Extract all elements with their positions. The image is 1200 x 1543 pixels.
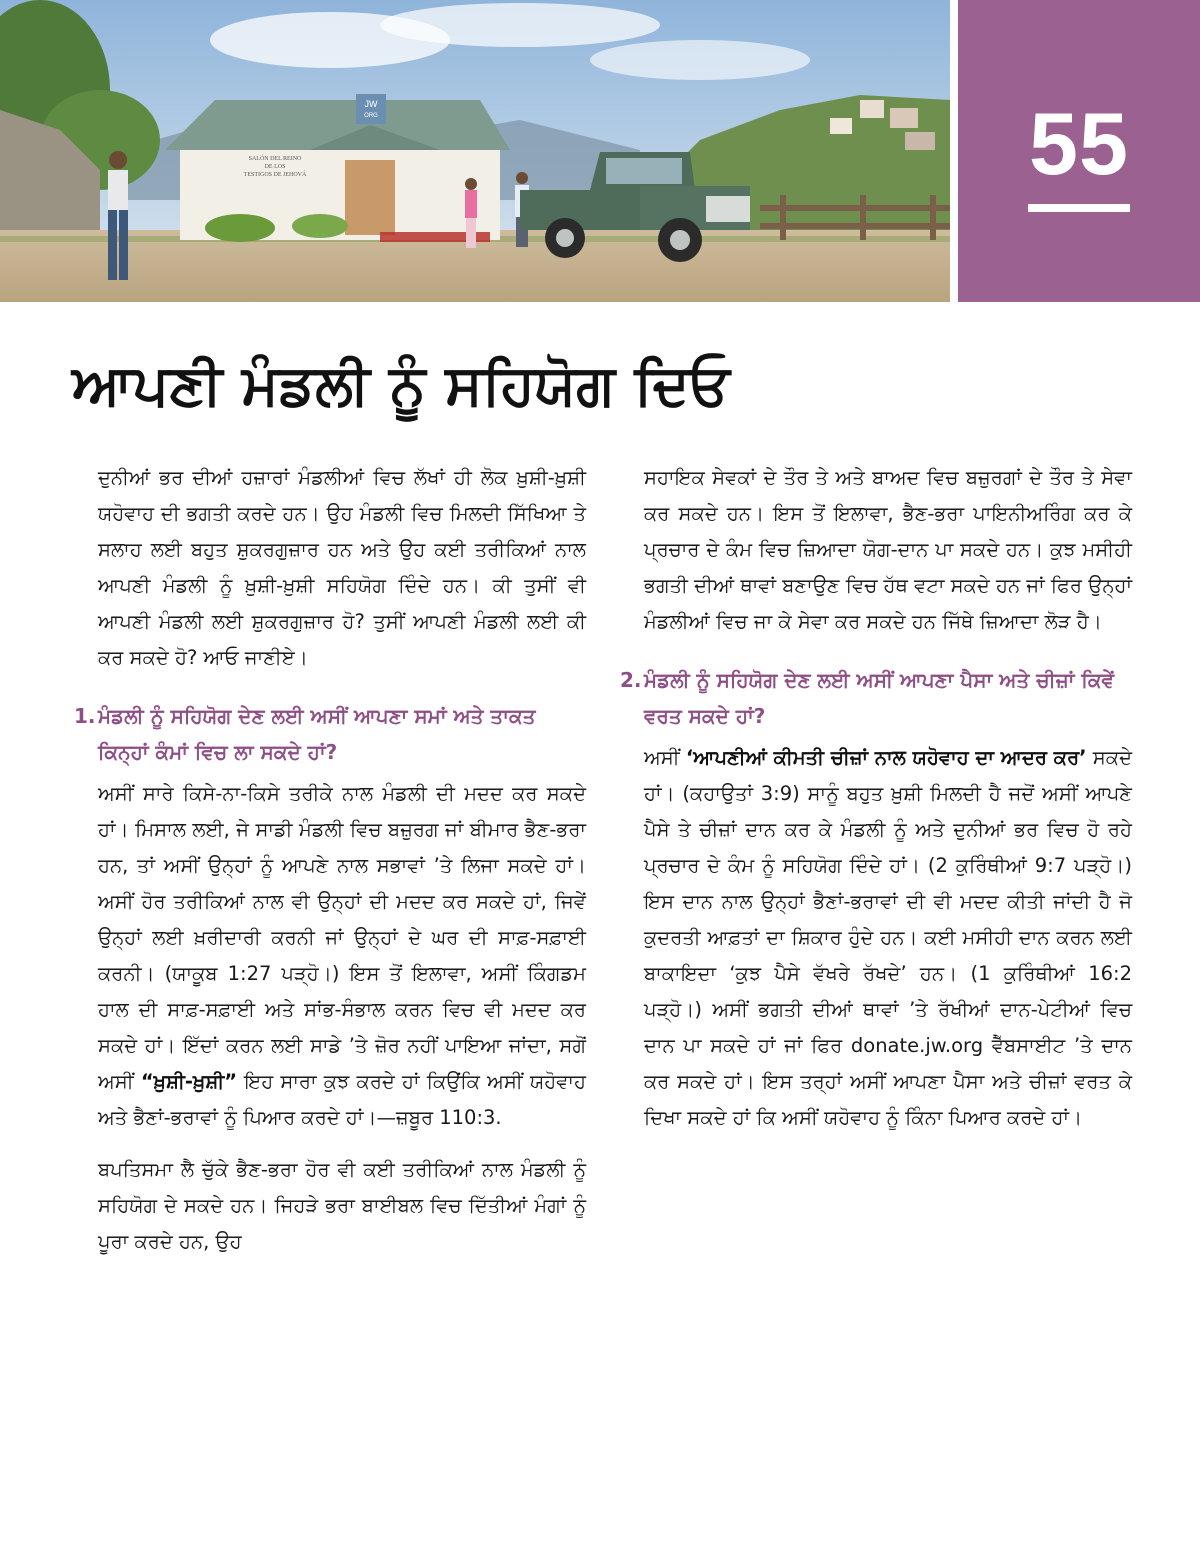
section-2-text-rest: ਸਕਦੇ ਹਾਂ। (ਕਹਾਉਤਾਂ 3:9) ਸਾਨੂੰ ਬਹੁਤ ਖ਼ੁਸ਼ੀ ਮਿਲਦੀ ਹੈ ਜਦੋਂ ਅਸੀਂ ਆਪਣੇ ਪੈਸੇ ਤੇ ਚੀਜ਼ਾਂ ਦਾਨ ਕਰ ਕੇ ਮੰਡਲੀ ਨੂੰ ਅਤੇ ਦੁਨੀਆਂ ਭਰ ਵਿਚ ਹੋ ਰਹੇ ਪ੍ਰਚਾਰ ਦੇ ਕੰਮ ਨੂੰ ਸਹਿਯੋਗ ਦਿੰਦੇ ਹਾਂ। (2 ਕੁਰਿੰਥੀਆਂ 9:7 ਪੜ੍ਹੋ।) ਇਸ ਦਾਨ ਨਾਲ ਉਨ੍ਹਾਂ ਭੈਣਾਂ-ਭਰਾਵਾਂ ਦੀ ਵੀ ਮਦਦ ਕੀਤੀ ਜਾਂਦੀ ਹੈ ਜੋ ਕੁਦਰਤੀ ਆਫ਼ਤਾਂ ਦਾ ਸ਼ਿਕਾਰ ਹੁੰਦੇ ਹਨ। ਕਈ ਮਸੀਹੀ ਦਾਨ ਕਰਨ ਲਈ ਬਾਕਾਇਦਾ ‘ਕੁਝ ਪੈਸੇ ਵੱਖਰੇ ਰੱਖਦੇ’ ਹਨ। (1 ਕੁਰਿੰਥੀਆਂ 16:2 ਪੜ੍ਹੋ।) ਅਸੀਂ ਭਗਤੀ ਦੀਆਂ ਥਾਵਾਂ ’ਤੇ ਰੱਖੀਆਂ ਦਾਨ-ਪੇਟੀਆਂ ਵਿਚ ਦਾਨ ਪਾ ਸਕਦੇ ਹਾਂ ਜਾਂ ਫਿਰ donate.jw.org ਵੈੱਬਸਾਈਟ ’ਤੇ ਦਾਨ ਕਰ ਸਕਦੇ ਹਾਂ। ਇਸ ਤਰ੍ਹਾਂ ਅਸੀਂ ਆਪਣਾ ਪੈਸਾ ਅਤੇ ਚੀਜ਼ਾਂ ਵਰਤ ਕੇ ਦਿਖਾ ਸਕਦੇ ਹਾਂ ਕਿ ਅਸੀਂ ਯਹੋਵਾਹ ਨੂੰ ਕਿੰਨਾ ਪਿਆਰ ਕਰਦੇ ਹਾਂ।	[644, 746, 1132, 1129]
page-title: ਆਪਣੀ ਮੰਡਲੀ ਨੂੰ ਸਹਿਯੋਗ ਦਿਓ	[72, 353, 730, 418]
section-2-paragraph	[644, 740, 1132, 1136]
lesson-number-box	[958, 0, 1200, 302]
entrance-door	[345, 160, 395, 235]
question-1-text: ਮੰਡਲੀ ਨੂੰ ਸਹਿਯੋਗ ਦੇਣ ਲਈ ਅਸੀਂ ਆਪਣਾ ਸਮਾਂ ਅਤੇ ਤਾਕਤ ਕਿਨ੍ਹਾਂ ਕੰਮਾਂ ਵਿਚ ਲਾ ਸਕਦੇ ਹਾਂ?	[98, 704, 536, 764]
question-1-number: 1.	[74, 704, 96, 728]
section-1-text-b: ਇਹ ਸਾਰਾ ਕੁਝ ਕਰਦੇ ਹਾਂ ਕਿਉਂਕਿ ਅਸੀਂ ਯਹੋਵਾਹ ਅਤੇ ਭੈਣਾਂ-ਭਰਾਵਾਂ ਨੂੰ ਪਿਆਰ ਕਰਦੇ ਹਾਂ।—ਜ਼ਬੂਰ 110:3.	[98, 1070, 586, 1129]
left-column	[74, 460, 586, 1276]
lesson-number-underline	[1028, 204, 1130, 212]
jw-sign-text-2: ORG	[364, 113, 378, 119]
continuation-paragraph: ਸਹਾਇਕ ਸੇਵਕਾਂ ਦੇ ਤੌਰ ਤੇ ਅਤੇ ਬਾਅਦ ਵਿਚ ਬਜ਼ੁਰਗਾਂ ਦੇ ਤੌਰ ਤੇ ਸੇਵਾ ਕਰ ਸਕਦੇ ਹਨ। ਇਸ ਤੋਂ ਇਲਾਵਾ, ਭੈਣ-ਭਰਾ ਪਾਇਨੀਅਰਿੰਗ ਕਰ ਕੇ ਪ੍ਰਚਾਰ ਦੇ ਕੰਮ ਵਿਚ ਜ਼ਿਆਦਾ ਯੋਗ-ਦਾਨ ਪਾ ਸਕਦੇ ਹਨ। ਕੁਝ ਮਸੀਹੀ ਭਗਤੀ ਦੀਆਂ ਥਾਵਾਂ ਬਣਾਉਣ ਵਿਚ ਹੱਥ ਵਟਾ ਸਕਦੇ ਹਨ ਜਾਂ ਫਿਰ ਉਨ੍ਹਾਂ ਮੰਡਲੀਆਂ ਵਿਚ ਜਾ ਕੇ ਸੇਵਾ ਕਰ ਸਕਦੇ ਹਨ ਜਿੱਥੇ ਜ਼ਿਆਦਾ ਲੋੜ ਹੈ।	[644, 466, 1132, 633]
section-2-text-start: ਅਸੀਂ	[644, 746, 686, 769]
question-1	[74, 698, 586, 770]
jw-sign-text-1: JW	[364, 99, 378, 109]
section-1-emphasis: “ਖ਼ੁਸ਼ੀ-ਖ਼ੁਸ਼ੀ”	[140, 1070, 238, 1093]
question-2-text: ਮੰਡਲੀ ਨੂੰ ਸਹਿਯੋਗ ਦੇਣ ਲਈ ਅਸੀਂ ਆਪਣਾ ਪੈਸਾ ਅਤੇ ਚੀਜ਼ਾਂ ਕਿਵੇਂ ਵਰਤ ਸਕਦੇ ਹਾਂ?	[644, 668, 1114, 728]
kingdom-hall-illustration	[0, 0, 950, 302]
right-column	[620, 460, 1132, 1152]
section-1-text-a: ਅਸੀਂ ਸਾਰੇ ਕਿਸੇ-ਨਾ-ਕਿਸੇ ਤਰੀਕੇ ਨਾਲ ਮੰਡਲੀ ਦੀ ਮਦਦ ਕਰ ਸਕਦੇ ਹਾਂ। ਮਿਸਾਲ ਲਈ, ਜੇ ਸਾਡੀ ਮੰਡਲੀ ਵਿਚ ਬਜ਼ੁਰਗ ਜਾਂ ਬੀਮਾਰ ਭੈਣ-ਭਰਾ ਹਨ, ਤਾਂ ਅਸੀਂ ਉਨ੍ਹਾਂ ਨੂੰ ਆਪਣੇ ਨਾਲ ਸਭਾਵਾਂ ’ਤੇ ਲਿਜਾ ਸਕਦੇ ਹਾਂ। ਅਸੀਂ ਹੋਰ ਤਰੀਕਿਆਂ ਨਾਲ ਵੀ ਉਨ੍ਹਾਂ ਦੀ ਮਦਦ ਕਰ ਸਕਦੇ ਹਾਂ, ਜਿਵੇਂ ਉਨ੍ਹਾਂ ਲਈ ਖ਼ਰੀਦਾਰੀ ਕਰਨੀ ਜਾਂ ਉਨ੍ਹਾਂ ਦੇ ਘਰ ਦੀ ਸਾਫ਼-ਸਫ਼ਾਈ ਕਰਨੀ। (ਯਾਕੂਬ 1:27 ਪੜ੍ਹੋ।) ਇਸ ਤੋਂ ਇਲਾਵਾ, ਅਸੀਂ ਕਿੰਗਡਮ ਹਾਲ ਦੀ ਸਾਫ਼-ਸਫ਼ਾਈ ਅਤੇ ਸਾਂਭ-ਸੰਭਾਲ ਕਰਨ ਵਿਚ ਵੀ ਮਦਦ ਕਰ ਸਕਦੇ ਹਾਂ। ਇੱਦਾਂ ਕਰਨ ਲਈ ਸਾਡੇ ’ਤੇ ਜ਼ੋਰ ਨਹੀਂ ਪਾਇਆ ਜਾਂਦਾ, ਸਗੋਂ ਅਸੀਂ	[98, 782, 586, 1093]
building-caption: SALÓN DEL REINO	[248, 156, 302, 162]
svg-text:TESTIGOS DE JEHOVÁ: TESTIGOS DE JEHOVÁ	[243, 172, 307, 178]
intro-paragraph: ਦੁਨੀਆਂ ਭਰ ਦੀਆਂ ਹਜ਼ਾਰਾਂ ਮੰਡਲੀਆਂ ਵਿਚ ਲੱਖਾਂ ਹੀ ਲੋਕ ਖ਼ੁਸ਼ੀ-ਖ਼ੁਸ਼ੀ ਯਹੋਵਾਹ ਦੀ ਭਗਤੀ ਕਰਦੇ ਹਨ। ਉਹ ਮੰਡਲੀ ਵਿਚ ਮਿਲਦੀ ਸਿੱਖਿਆ ਤੇ ਸਲਾਹ ਲਈ ਬਹੁਤ ਸ਼ੁਕਰਗੁਜ਼ਾਰ ਹਨ ਅਤੇ ਉਹ ਕਈ ਤਰੀਕਿਆਂ ਨਾਲ ਆਪਣੀ ਮੰਡਲੀ ਨੂੰ ਖ਼ੁਸ਼ੀ-ਖ਼ੁਸ਼ੀ ਸਹਿਯੋਗ ਦਿੰਦੇ ਹਨ। ਕੀ ਤੁਸੀਂ ਵੀ ਆਪਣੀ ਮੰਡਲੀ ਲਈ ਸ਼ੁਕਰਗੁਜ਼ਾਰ ਹੋ? ਤੁਸੀਂ ਆਪਣੀ ਮੰਡਲੀ ਲਈ ਕੀ ਕਰ ਸਕਦੇ ਹੋ? ਆਓ ਜਾਣੀਏ।	[98, 466, 586, 669]
lesson-number: 55	[1029, 94, 1129, 193]
section-1-paragraph-1	[98, 776, 586, 1136]
section-2-emphasis: ‘ਆਪਣੀਆਂ ਕੀਮਤੀ ਚੀਜ਼ਾਂ ਨਾਲ ਯਹੋਵਾਹ ਦਾ ਆਦਰ ਕਰ’	[685, 746, 1087, 769]
header-photo	[0, 0, 950, 302]
question-2	[620, 662, 1132, 734]
section-1-paragraph-2: ਬਪਤਿਸਮਾ ਲੈ ਚੁੱਕੇ ਭੈਣ-ਭਰਾ ਹੋਰ ਵੀ ਕਈ ਤਰੀਕਿਆਂ ਨਾਲ ਮੰਡਲੀ ਨੂੰ ਸਹਿਯੋਗ ਦੇ ਸਕਦੇ ਹਨ। ਜਿਹੜੇ ਭਰਾ ਬਾਈਬਲ ਵਿਚ ਦਿੱਤੀਆਂ ਮੰਗਾਂ ਨੂੰ ਪੂਰਾ ਕਰਦੇ ਹਨ, ਉਹ	[98, 1158, 586, 1253]
svg-text:DE LOS: DE LOS	[264, 164, 286, 170]
question-2-number: 2.	[620, 668, 642, 692]
